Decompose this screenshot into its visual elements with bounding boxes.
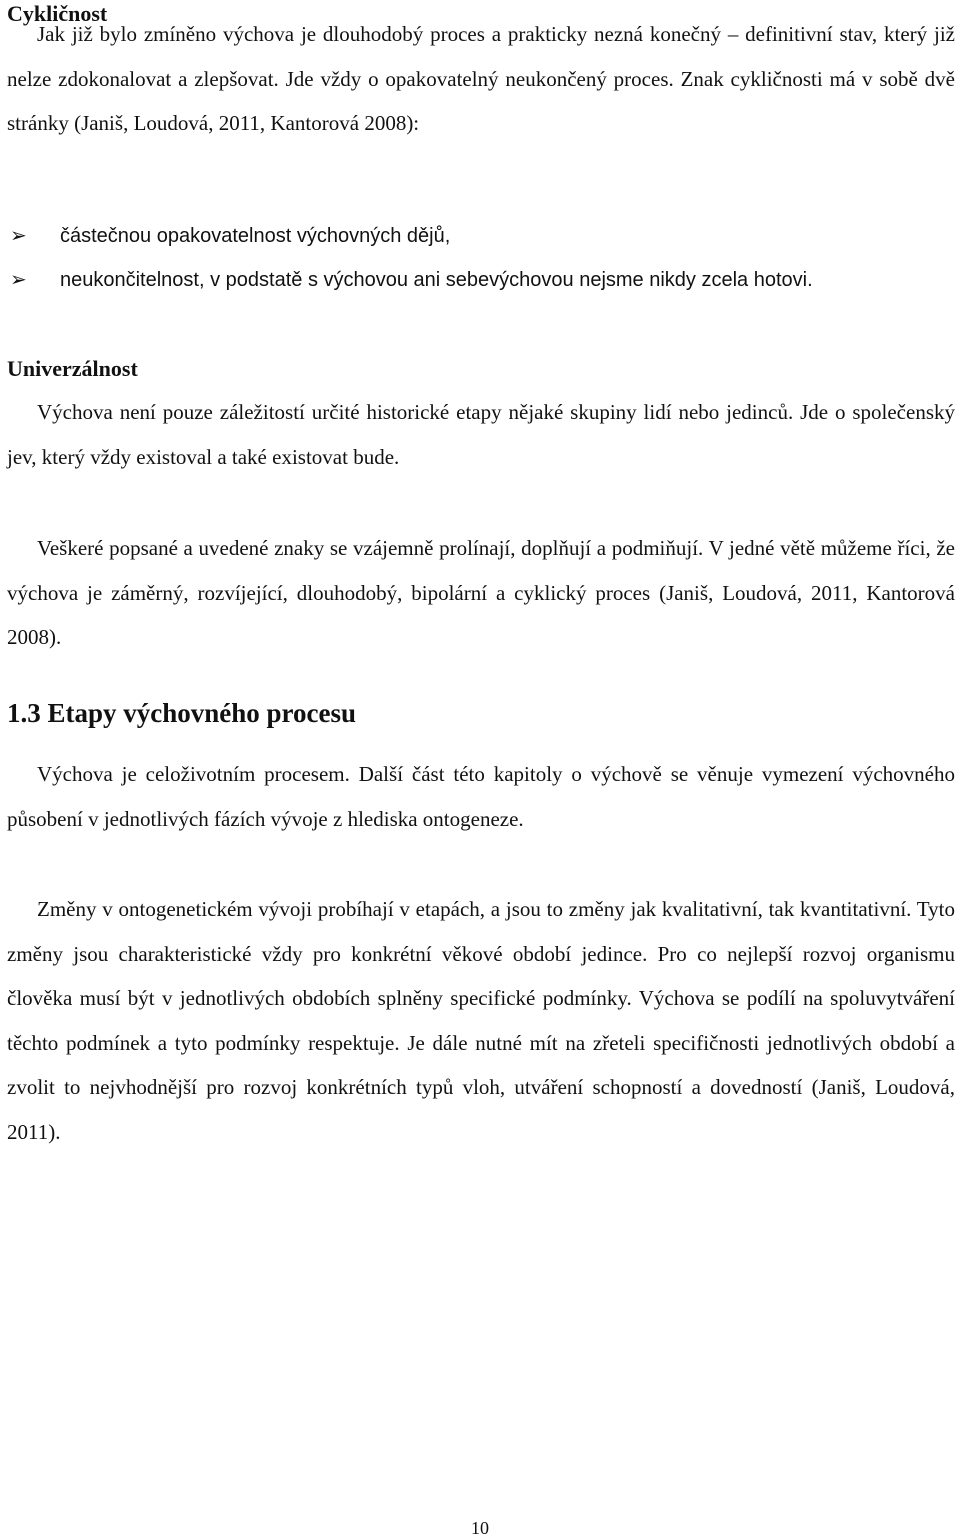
paragraph-univerzalnost: Výchova není pouze záležitostí určité historické etapy nějaké skupiny lidí nebo jedinců. Jde o společenský jev, který vždy existoval a také existovat bude. [7,400,955,469]
list-item [10,214,950,258]
paragraph-summary: Veškeré popsané a uvedené znaky se vzájemně prolínají, doplňují a podmiňují. V jedné větě můžeme říci, že výchova je záměrný, rozvíjející, dlouhodobý, bipolární a cyklický proces (Janiš, Loudová, 2011, Kantorová 2008). [7,536,955,649]
section-heading: 1.3 Etapy výchovného procesu [7,698,357,728]
arrow-bullet-icon: ➢ [10,225,27,247]
paragraph-cyklicnost: Jak již bylo zmíněno výchova je dlouhodobý proces a prakticky nezná konečný – definitivní stav, který již nelze zdokonalovat a zlepšovat. Jde vždy o opakovatelný neukončený proces. Znak cykličnosti má v sobě dvě stránky (Janiš, Loudová, 2011, Kantorová 2008): [7,22,955,135]
list-item-text: částečnou opakovatelnost výchovných dějů, [60,225,451,247]
page-number: 10 [471,1518,489,1538]
list-item-text: neukončitelnost, v podstatě s výchovou ani sebevýchovou nejsme nikdy zcela hotovi. [60,269,813,291]
paragraph-section-1: Výchova je celoživotním procesem. Další část této kapitoly o výchově se věnuje vymezení výchovného působení v jednotlivých fázích vývoje z hlediska ontogeneze. [7,762,955,831]
bullet-list [10,214,950,302]
arrow-bullet-icon: ➢ [10,269,27,291]
paragraph-section-2: Změny v ontogenetickém vývoji probíhají v etapách, a jsou to změny jak kvalitativní, tak kvantitativní. Tyto změny jsou charakteristické vždy pro konkrétní věkové období jedince. Pro co nejlepší rozvoj organismu člověka musí být v jednotlivých obdobích splněny specifické podmínky. Výchova se podílí na spoluvytváření těchto podmínek a tyto podmínky respektuje. Je dále nutné mít na zřeteli specifičnosti jednotlivých období a zvolit to nejvhodnější pro rozvoj konkrétních typů vloh, utváření schopností a dovedností (Janiš, Loudová, 2011). [7,897,955,1144]
list-item [10,258,950,302]
heading-univerzalnost: Univerzálnost [7,356,138,381]
heading-cyklicnost: Cykličnost [7,1,108,26]
